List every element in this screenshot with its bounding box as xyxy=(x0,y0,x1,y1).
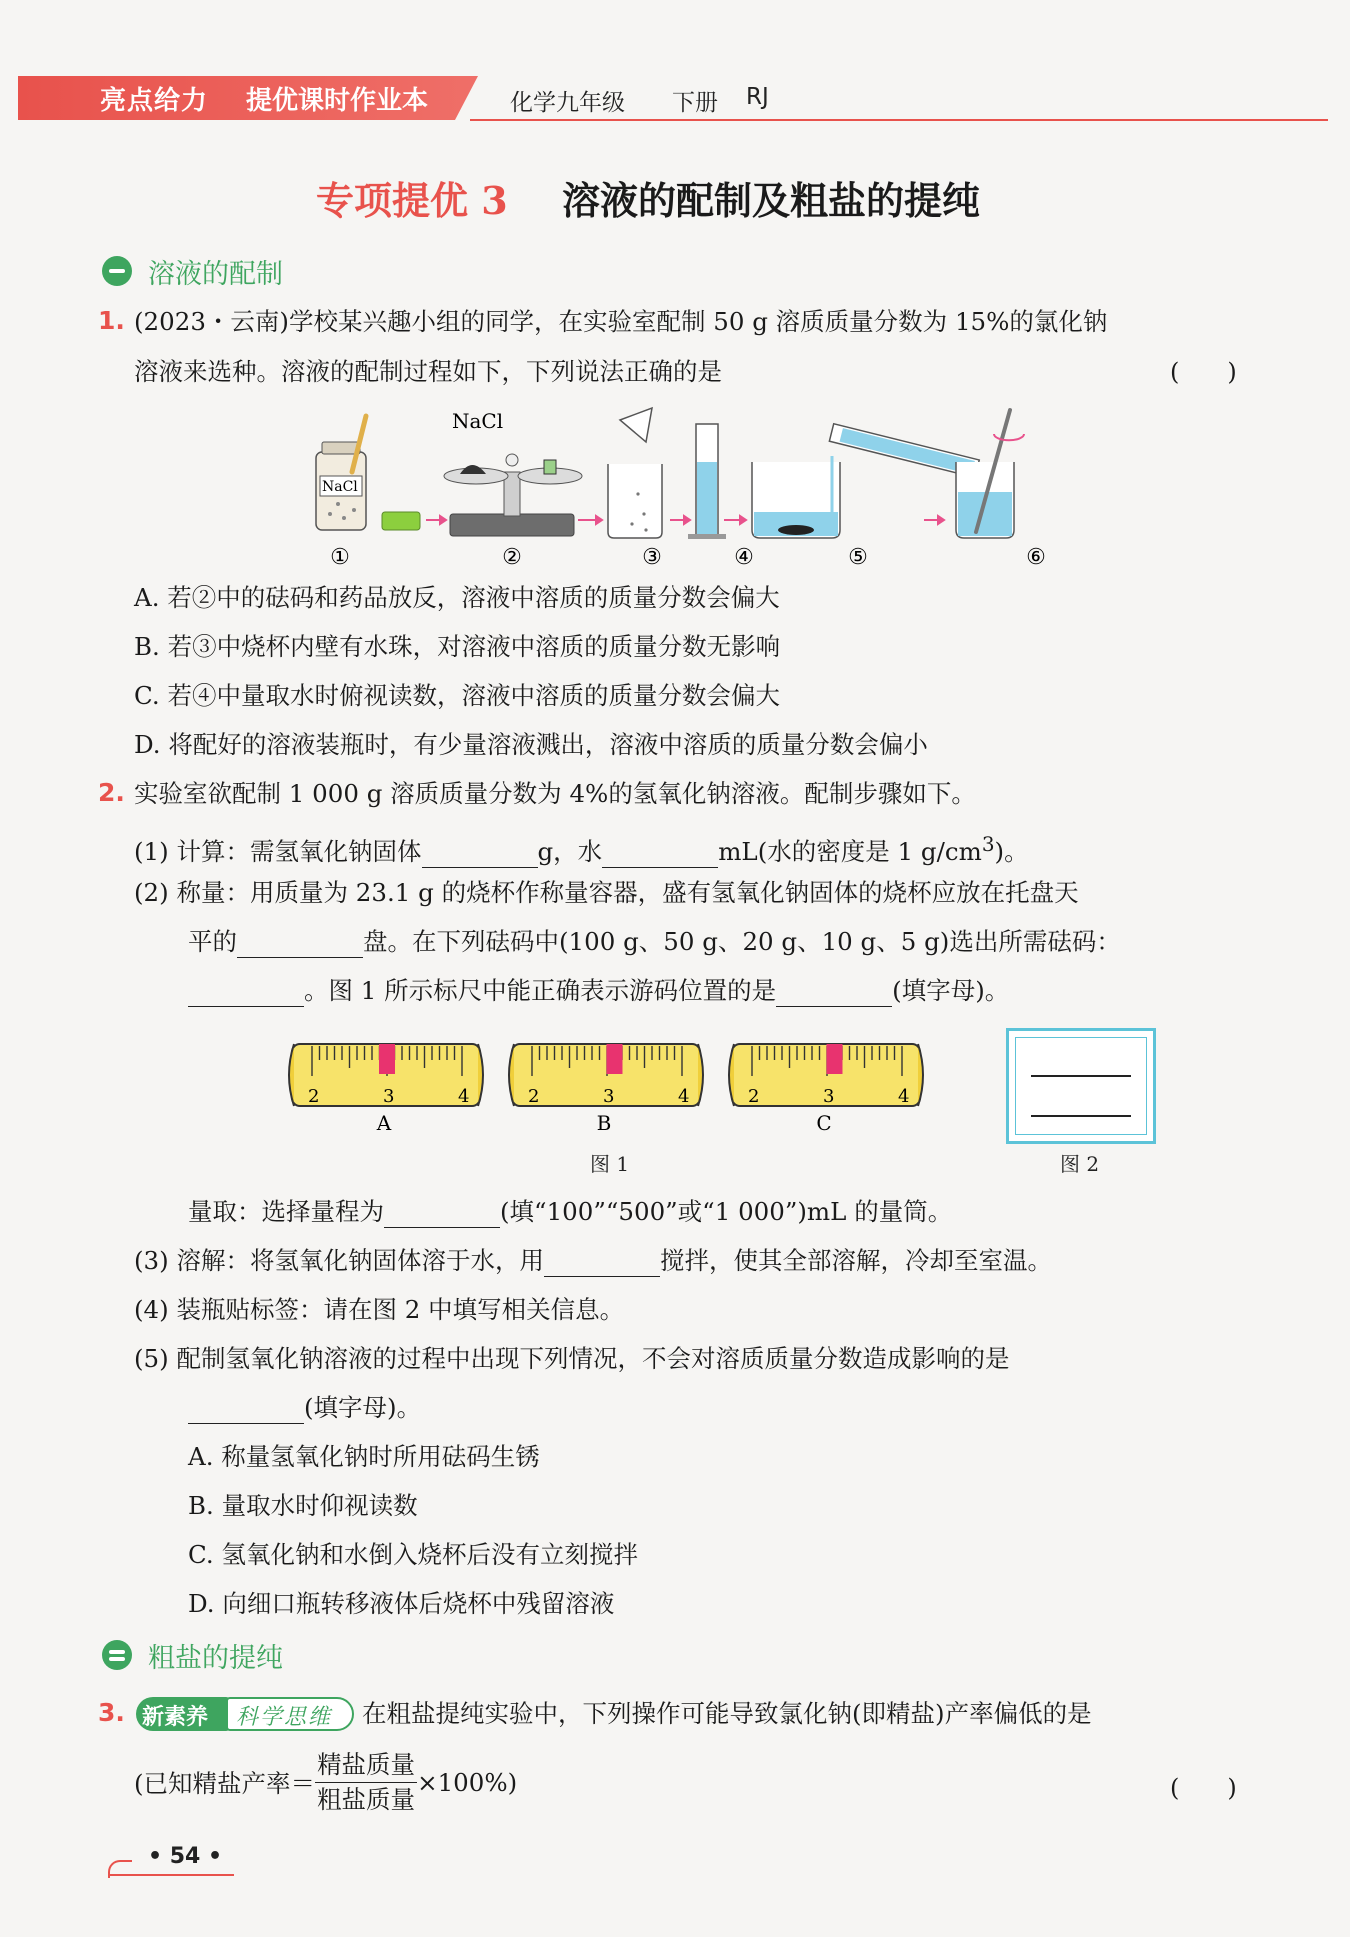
q1-option-b: B. 若③中烧杯内壁有水珠，对溶液中溶质的质量分数无影响 xyxy=(134,632,781,661)
ruler-c-tick-3: 3 xyxy=(823,1086,835,1107)
ruler-a-tick-3: 3 xyxy=(383,1086,395,1107)
header-series: 提优课时作业本 xyxy=(246,86,429,116)
yield-fraction xyxy=(315,1748,417,1817)
q2-part5-text-b: (填字母)。 xyxy=(304,1393,422,1422)
header-rule xyxy=(470,119,1328,121)
section-title-2: 粗盐的提纯 xyxy=(148,1643,283,1674)
q3-answer-paren: ( ) xyxy=(1170,1774,1237,1802)
page-title-tag: 专项提优 3 xyxy=(316,178,508,223)
fraction-numerator: 精盐质量 xyxy=(315,1748,417,1783)
scientific-thinking-badge-text: 科学思维 xyxy=(236,1705,333,1730)
fraction-denominator: 粗盐质量 xyxy=(317,1785,416,1814)
q2-option-b: B. 量取水时仰视读数 xyxy=(188,1491,418,1520)
q2-part5-line1: (5) 配制氢氧化钠溶液的过程中出现下列情况，不会对溶质质量分数造成影响的是 xyxy=(134,1344,1010,1373)
measuring-cylinder-icon xyxy=(688,424,726,539)
q1-option-a: A. 若②中的砝码和药品放反，溶液中溶质的质量分数会偏大 xyxy=(134,583,780,612)
q2-measure-line xyxy=(188,1196,952,1228)
step-label-3: ③ xyxy=(642,545,662,570)
ruler-c xyxy=(729,1044,923,1135)
q2-part2-text-d: 。图 1 所示标尺中能正确表示游码位置的是 xyxy=(304,976,777,1005)
step-label-2: ② xyxy=(502,545,522,570)
q2-part2-line2 xyxy=(188,926,1121,958)
balance-icon xyxy=(444,454,582,536)
ruler-b-slider-marker xyxy=(607,1044,623,1074)
figure-1-rulers xyxy=(282,1034,942,1152)
label-line-1[interactable] xyxy=(1031,1075,1131,1077)
answer-blank-water-volume[interactable] xyxy=(602,841,718,868)
ruler-c-slider-marker xyxy=(827,1044,843,1074)
q2-part1 xyxy=(134,828,1029,868)
q3-stem: 在粗盐提纯实验中，下列操作可能导致氯化钠(即精盐)产率偏低的是 xyxy=(362,1699,1092,1728)
q2-part3-text-a: (3) 溶解：将氢氧化钠固体溶于水，用 xyxy=(134,1246,544,1275)
answer-blank-ruler-choice[interactable] xyxy=(776,980,892,1007)
answer-blank-no-effect[interactable] xyxy=(188,1397,304,1424)
ruler-c-tick-4: 4 xyxy=(898,1086,910,1107)
q2-part1-text-a: (1) 计算：需氢氧化钠固体 xyxy=(134,837,422,867)
ruler-b xyxy=(509,1044,703,1135)
ruler-b-tick-3: 3 xyxy=(603,1086,615,1107)
answer-blank-pan[interactable] xyxy=(237,931,363,958)
q2-part2-text-c: 盘。在下列砝码中(100 g、50 g、20 g、10 g、5 g)选出所需砝码： xyxy=(363,927,1121,956)
ruler-b-label: B xyxy=(596,1111,612,1135)
q2-option-a: A. 称量氢氧化钠时所用砝码生锈 xyxy=(188,1442,540,1471)
answer-blank-cylinder[interactable] xyxy=(384,1201,500,1228)
step-label-5: ⑤ xyxy=(848,545,868,570)
q2-measure-text-b: (填“100”“500”或“1 000”)mL 的量筒。 xyxy=(500,1197,953,1226)
q2-part2-line1: (2) 称量：用质量为 23.1 g 的烧杯作称量容器，盛有氢氧化钠固体的烧杯应放在托盘天 xyxy=(134,878,1079,907)
figure-2-caption: 图 2 xyxy=(1060,1152,1100,1176)
q2-part1-text-b: g，水 xyxy=(537,837,603,867)
q1-option-d: D. 将配好的溶液装瓶时，有少量溶液溅出，溶液中溶质的质量分数会偏小 xyxy=(134,730,928,759)
q1-stem-line1: (2023・云南)学校某兴趣小组的同学，在实验室配制 50 g 溶质质量分数为 15%的氯化钠 xyxy=(134,307,1108,336)
q2-measure-text-a: 量取：选择量程为 xyxy=(188,1197,384,1226)
page-number: • 54 • xyxy=(148,1844,223,1869)
question-number-2: 2. xyxy=(98,778,125,807)
q2-part1-text-c: mL(水的密度是 1 g/cm xyxy=(718,837,982,867)
q2-option-d: D. 向细口瓶转移液体后烧杯中残留溶液 xyxy=(188,1589,615,1618)
q2-part5-line2 xyxy=(188,1392,421,1424)
bottle-label: NaCl xyxy=(322,479,358,495)
q2-part3-text-b: 搅拌，使其全部溶解，冷却至室温。 xyxy=(660,1246,1052,1275)
beaker-funnel-icon xyxy=(608,408,662,538)
section-one-badge-icon xyxy=(102,256,132,286)
q1-procedure-figure xyxy=(300,404,1100,570)
header-edition: RJ xyxy=(746,84,769,110)
stirring-beaker-icon xyxy=(956,410,1024,538)
balance-label: NaCl xyxy=(452,409,504,433)
q2-part3 xyxy=(134,1245,1052,1277)
q1-option-c: C. 若④中量取水时俯视读数，溶液中溶质的质量分数会偏大 xyxy=(134,681,780,710)
ruler-c-label: C xyxy=(816,1111,832,1135)
pouring-water-icon xyxy=(752,424,979,538)
q2-option-c: C. 氢氧化钠和水倒入烧杯后没有立刻搅拌 xyxy=(188,1540,638,1569)
question-number-1: 1. xyxy=(98,306,125,335)
answer-blank-naoh-mass[interactable] xyxy=(422,841,538,868)
header-course: 化学九年级 xyxy=(510,90,625,116)
ruler-b-tick-4: 4 xyxy=(678,1086,690,1107)
step-label-1: ① xyxy=(330,545,350,570)
cubic-superscript: 3 xyxy=(981,832,995,856)
q2-part2-text-b: 平的 xyxy=(188,927,237,956)
q1-stem-line2: 溶液来选种。溶液的配制过程如下，下列说法正确的是 xyxy=(134,357,722,386)
q3-formula xyxy=(134,1748,517,1817)
step-label-4: ④ xyxy=(734,545,754,570)
figure-1-caption: 图 1 xyxy=(590,1152,630,1176)
section-two-badge-icon xyxy=(102,1640,132,1670)
q2-intro: 实验室欲配制 1 000 g 溶质质量分数为 4%的氢氧化钠溶液。配制步骤如下。 xyxy=(134,779,976,808)
section-title-1: 溶液的配制 xyxy=(148,259,283,290)
ruler-c-tick-2: 2 xyxy=(748,1086,760,1107)
q2-part4: (4) 装瓶贴标签：请在图 2 中填写相关信息。 xyxy=(134,1295,625,1324)
q2-part2-line3 xyxy=(188,975,1009,1007)
header-volume: 下册 xyxy=(672,90,718,116)
q3-formula-prefix: (已知精盐产率＝ xyxy=(134,1769,316,1798)
q1-answer-paren: ( ) xyxy=(1170,358,1237,386)
figure-2-label-box[interactable] xyxy=(1006,1028,1156,1144)
question-number-3: 3. xyxy=(98,1698,125,1727)
reagent-bottle-icon xyxy=(316,416,420,530)
q2-part1-text-d: )。 xyxy=(994,837,1029,867)
q3-formula-suffix: ×100%) xyxy=(417,1768,518,1797)
ruler-a-tick-4: 4 xyxy=(458,1086,470,1107)
ruler-a-tick-2: 2 xyxy=(308,1086,320,1107)
page-number-rule xyxy=(108,1874,234,1876)
ruler-a-slider-marker xyxy=(379,1044,395,1074)
page-title: 溶液的配制及粗盐的提纯 xyxy=(562,178,981,223)
header-brand: 亮点给力 xyxy=(100,86,209,116)
answer-blank-weights[interactable] xyxy=(188,980,304,1007)
ruler-b-tick-2: 2 xyxy=(528,1086,540,1107)
label-line-2[interactable] xyxy=(1031,1115,1131,1117)
ruler-a-label: A xyxy=(376,1111,392,1135)
step-label-6: ⑥ xyxy=(1026,545,1046,570)
new-literacy-badge-text: 新素养 xyxy=(142,1705,209,1730)
ruler-a xyxy=(289,1044,483,1135)
answer-blank-stir-tool[interactable] xyxy=(544,1250,660,1277)
q2-part2-text-e: (填字母)。 xyxy=(892,976,1010,1005)
